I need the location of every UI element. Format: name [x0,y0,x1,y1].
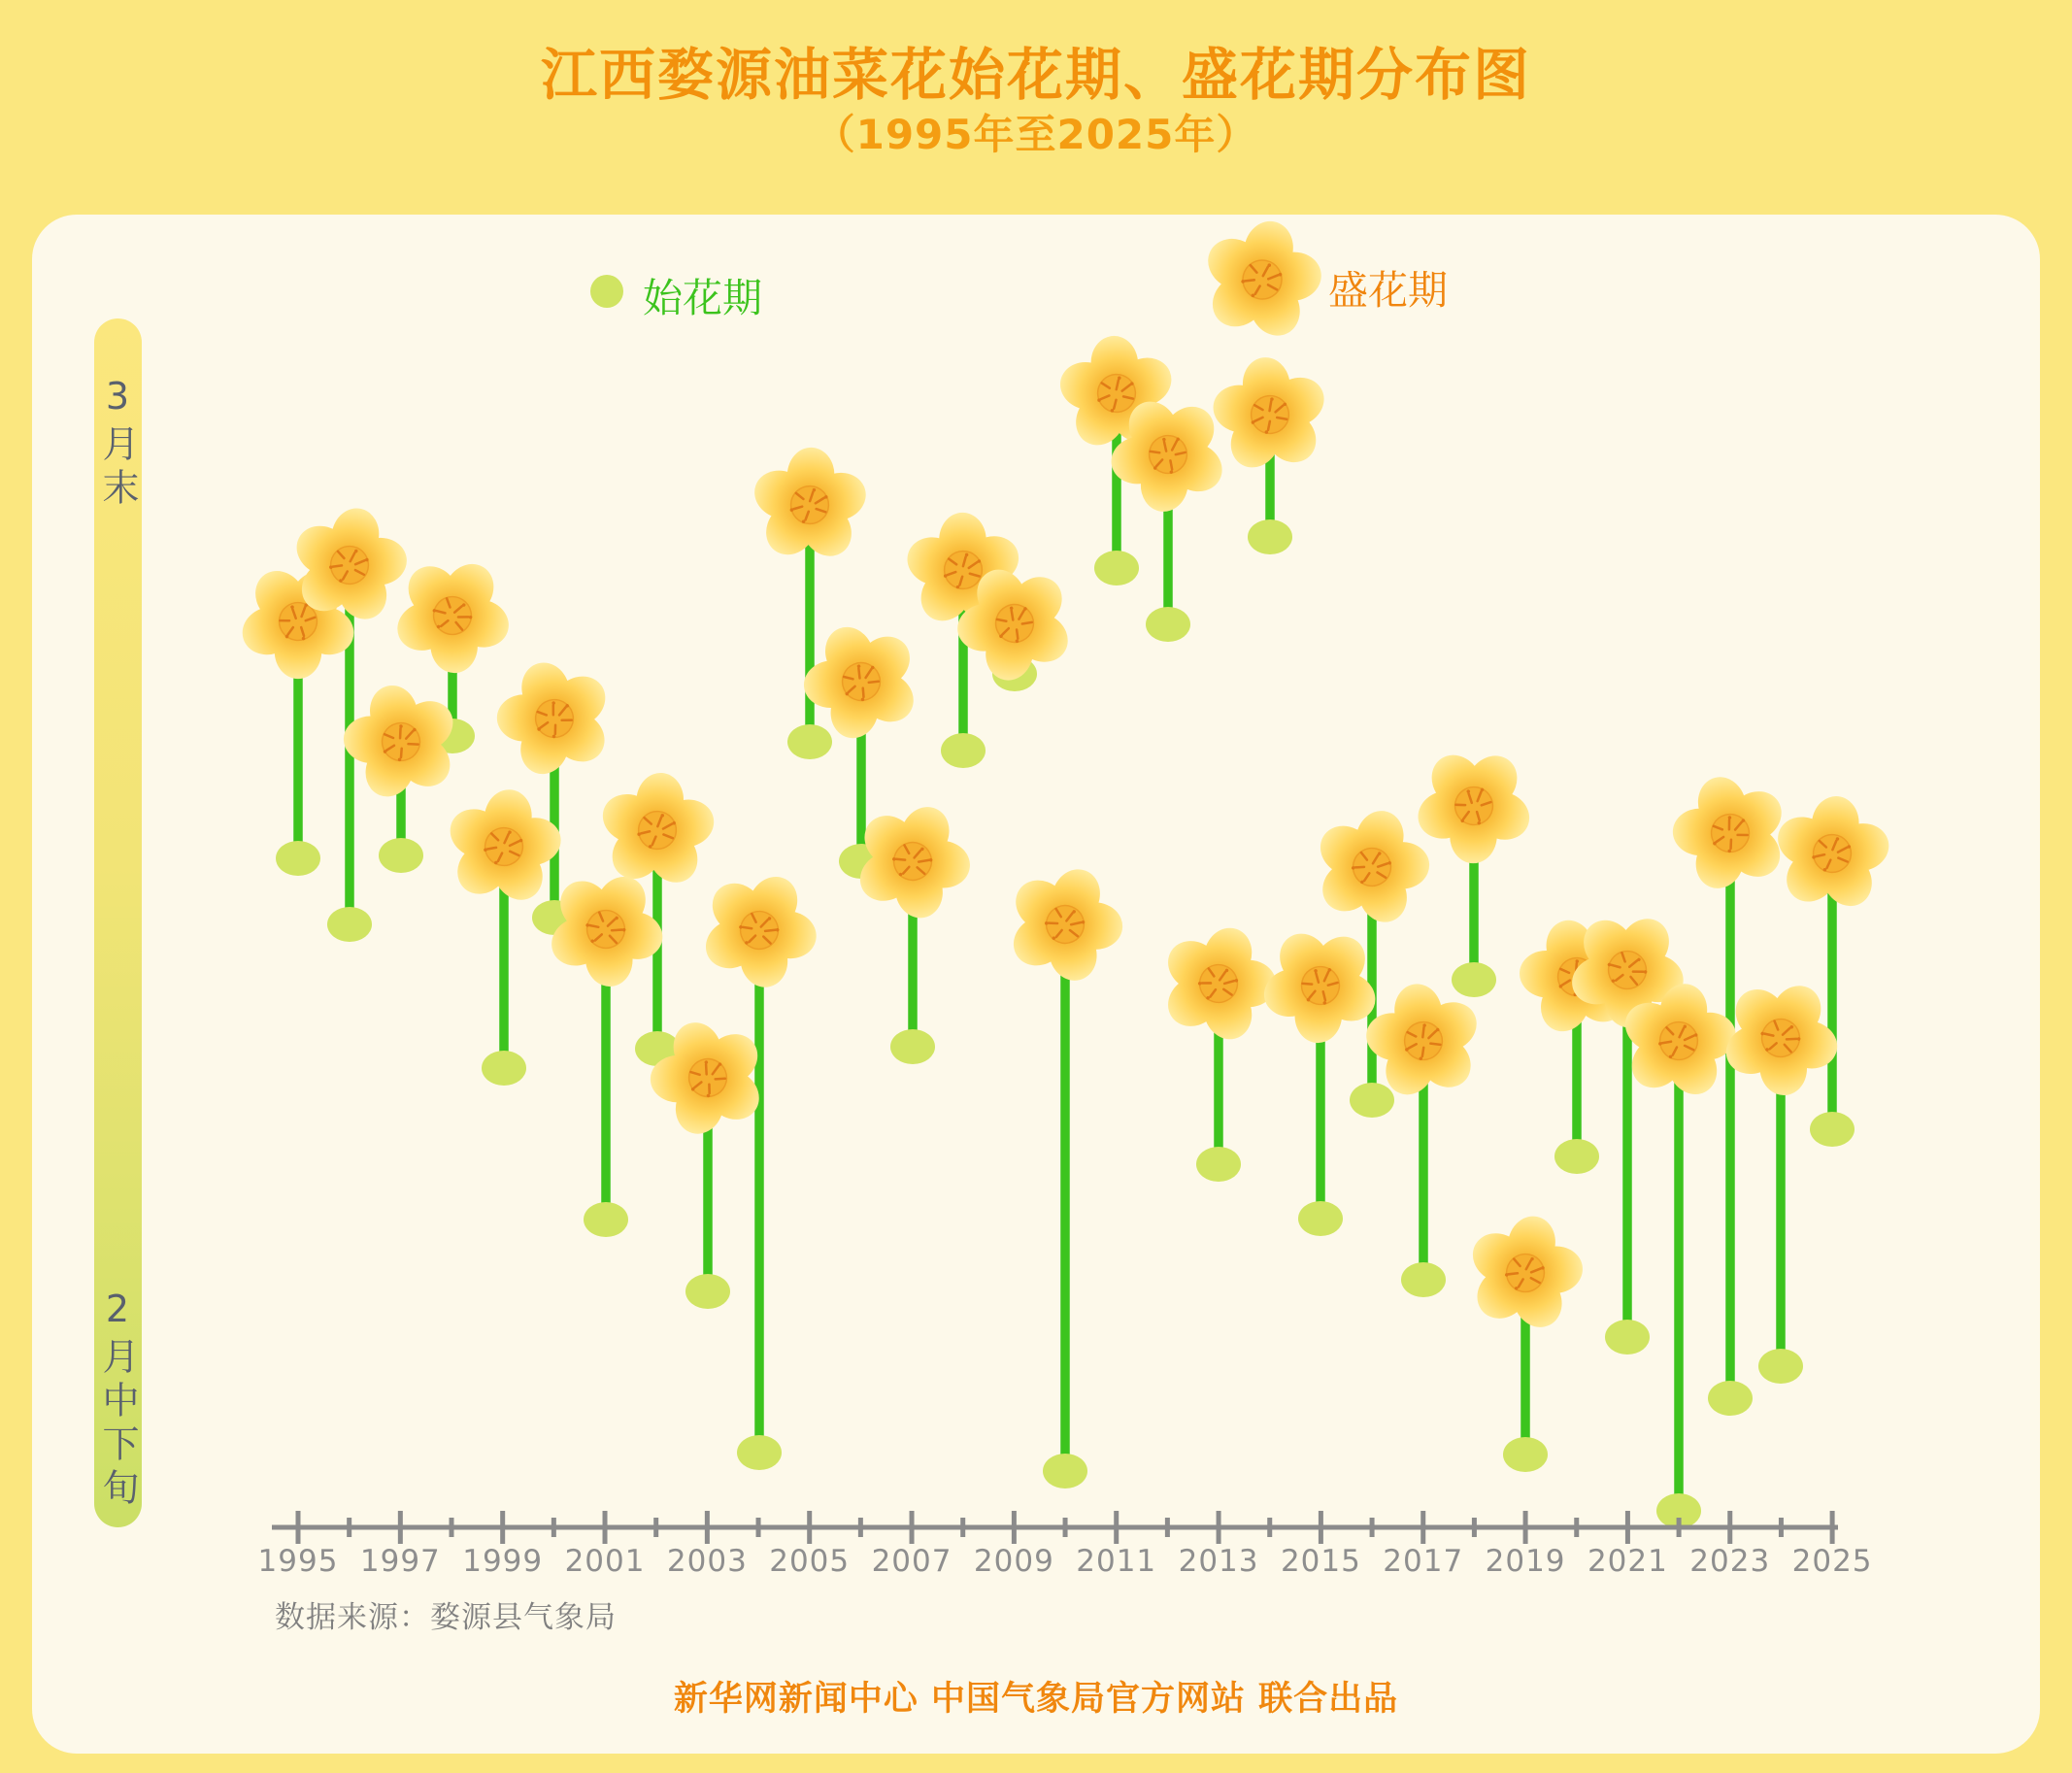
axis-year-label-2003: 2003 [666,1544,748,1579]
first-bloom-dot-1997 [379,838,423,873]
axis-year-label-2025: 2025 [1791,1544,1873,1579]
first-bloom-dot-2011 [1094,551,1139,585]
first-bloom-dot-2020 [1554,1139,1599,1174]
first-bloom-dot-2004 [737,1435,782,1470]
axis-year-label-1997: 1997 [359,1544,441,1579]
first-bloom-dot-2005 [787,724,832,759]
first-bloom-dot-2024 [1758,1349,1803,1384]
first-bloom-dot-2016 [1350,1083,1394,1118]
first-bloom-dot-2003 [685,1274,730,1309]
first-bloom-dot-1996 [327,907,372,942]
first-bloom-dot-1995 [276,841,320,876]
axis-year-label-2011: 2011 [1076,1544,1157,1579]
legend-label-peak-bloom: 盛花期 [1328,267,1448,314]
first-bloom-dot-2023 [1708,1381,1753,1416]
data-source-note: 数据来源：婺源县气象局 [275,1600,617,1635]
x-axis-layer [258,1511,1873,1579]
peak-bloom-flowers-layer [215,332,1900,1345]
first-bloom-dot-2012 [1146,607,1190,642]
axis-year-label-2001: 2001 [564,1544,646,1579]
legend-peak-bloom-flower [1186,209,1337,354]
axis-year-label-2005: 2005 [769,1544,851,1579]
first-bloom-dot-2025 [1810,1112,1855,1147]
first-bloom-dot-2008 [941,733,986,768]
axis-year-label-2017: 2017 [1383,1544,1464,1579]
first-bloom-dot-2013 [1196,1147,1241,1182]
footer-credit: 新华网新闻中心 中国气象局官方网站 联合出品 [673,1680,1399,1719]
first-bloom-dot-2014 [1248,519,1292,554]
date-axis-bottom-label: 2月中下旬 [96,1288,139,1512]
first-bloom-dot-2017 [1401,1262,1446,1297]
first-bloom-dot-1999 [482,1051,526,1086]
first-bloom-dot-2010 [1043,1454,1087,1489]
first-bloom-dot-2015 [1298,1201,1343,1236]
first-bloom-dot-2018 [1452,962,1496,997]
axis-year-label-2021: 2021 [1587,1544,1668,1579]
page-subtitle: （1995年至2025年） [814,111,1258,158]
first-bloom-dot-2007 [890,1029,935,1064]
axis-year-label-2007: 2007 [871,1544,952,1579]
axis-year-label-2013: 2013 [1178,1544,1259,1579]
axis-year-label-1999: 1999 [462,1544,544,1579]
legend-label-first-bloom: 始花期 [643,275,762,321]
axis-year-label-1995: 1995 [257,1544,339,1579]
axis-year-label-2019: 2019 [1485,1544,1566,1579]
first-bloom-dot-2001 [584,1202,628,1237]
first-bloom-dot-2021 [1605,1320,1650,1355]
axis-year-label-2015: 2015 [1280,1544,1361,1579]
axis-year-label-2023: 2023 [1689,1544,1771,1579]
page-title: 江西婺源油菜花始花期、盛花期分布图 [540,42,1531,108]
axis-year-label-2009: 2009 [973,1544,1054,1579]
first-bloom-dot-2019 [1503,1437,1548,1472]
legend-first-bloom-dot [590,275,623,308]
date-axis-top-label: 3月末 [96,375,139,512]
